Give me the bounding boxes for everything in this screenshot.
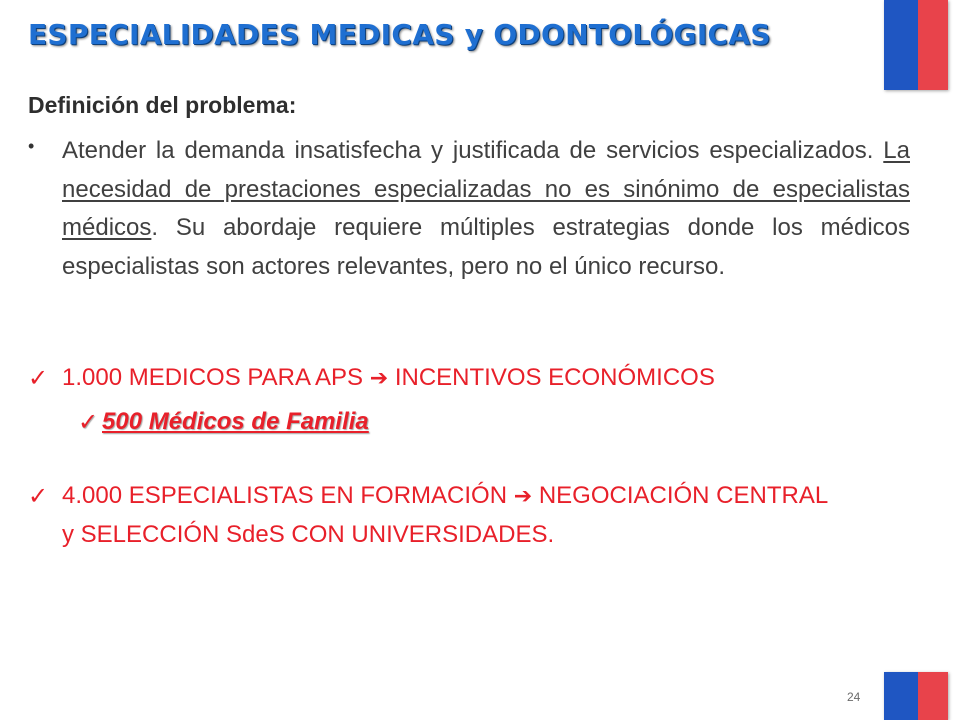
item-aps-right: INCENTIVOS ECONÓMICOS [394,364,715,391]
slide-title: ESPECIALIDADES MEDICAS y ODONTOLÓGICAS [28,18,771,51]
flag-corner-bottom [884,672,948,720]
page-number: 24 [847,690,861,704]
item-aps-left: 1.000 MEDICOS PARA APS [62,364,364,391]
flag-blue-stripe [884,0,918,90]
problem-heading: Definición del problema: [28,92,297,118]
checkmark-icon: ✓ [28,365,49,392]
problem-description [62,132,910,286]
item-family-doctors: 500 Médicos de Familia [102,408,369,435]
flag-corner-top [884,0,948,90]
flag-blue-stripe [884,672,918,720]
checkmark-icon: ✓ [78,409,99,436]
item-specialists-right: NEGOCIACIÓN CENTRAL [538,482,829,509]
right-arrow-icon: ➔ [513,483,533,508]
right-arrow-icon: ➔ [369,365,389,390]
item-specialists [62,482,828,510]
description-underlined: La necesidad de prestaciones especializadas no es sinónimo de especialistas médicos [62,137,910,241]
flag-red-stripe [918,0,948,90]
bullet-icon: • [28,136,35,156]
flag-red-stripe [918,672,948,720]
item-specialists-line2: y SELECCIÓN SdeS CON UNIVERSIDADES. [62,521,555,548]
item-specialists-left: 4.000 ESPECIALISTAS EN FORMACIÓN [62,482,508,509]
description-part-1: Atender la demanda insatisfecha y justificada de servicios especializados. [62,137,884,164]
item-aps [62,364,715,392]
checkmark-icon: ✓ [28,483,49,510]
description-part-2: . Su abordaje requiere múltiples estrategias donde los médicos especialistas son actores relevantes, pero no el único recurso. [62,214,910,280]
